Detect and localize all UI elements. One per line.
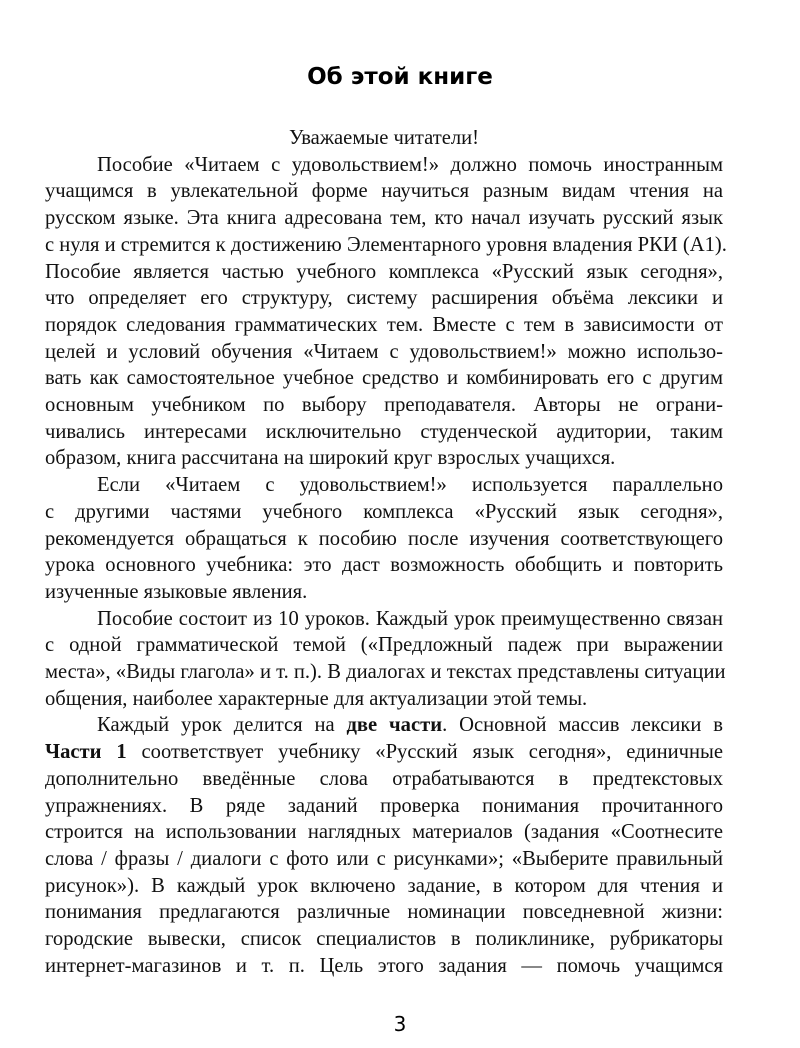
text-line: с одной грамматической темой («Предложный падеж при выражении [45,634,723,657]
paragraph-4 [45,712,723,979]
text-line: основным учебником по выбору преподавателя. Авторы не ограни- [45,394,723,417]
text-line: Пособие «Читаем с удовольствием!» должно помочь иностранным [97,153,723,176]
text-line: учащимся в увлекательной форме научиться разным видам чтения на [45,180,723,203]
text-fragment: . Основной массив лексики в [442,714,723,737]
text-fragment: Каждый урок делится на [97,714,347,737]
text-line: вать как самостоятельное учебное средство и комбинировать его с другим [45,367,723,390]
text-line: что определяет его структуру, систему расширения объёма лексики и [45,287,723,310]
text-line: с нуля и стремится к достижению Элементарного уровня владения РКИ (А1). [45,233,727,256]
text-line [45,712,723,739]
text-line: общения, наиболее характерные для актуализации этой темы. [45,687,588,710]
page-number: 3 [393,1012,407,1036]
body-text [45,125,727,980]
text-line [45,739,723,766]
text-line: Пособие является частью учебного комплекса «Русский язык сегодня», [45,260,723,283]
page-title: Об этой книге [307,64,493,90]
bold-term: две части [346,714,443,737]
text-fragment: соответствует учебнику «Русский язык сегодня», единичные [126,741,723,764]
text-line: слова / фразы / диалоги с фото или с рисунками»; «Выберите правильный [45,847,723,870]
paragraph-2 [45,472,723,606]
paragraph-3 [45,606,726,713]
text-line: городские вывески, список специалистов в поликлинике, рубрикаторы [45,928,723,951]
paragraph-1 [45,152,727,472]
text-line: интернет-магазинов и т. п. Цель этого задания — помочь учащимся [45,954,723,977]
text-line: дополнительно введённые слова отрабатываются в предтекстовых [45,767,723,790]
text-line: места», «Виды глагола» и т. п.). В диалогах и текстах представлены ситуации [45,661,726,684]
text-line: изученные языковые явления. [45,580,308,603]
text-line: строится на использовании наглядных материалов (задания «Соотнесите [45,821,723,844]
text-line: упражнениях. В ряде заданий проверка понимания прочитанного [45,794,723,817]
text-line: понимания предлагаются различные номинации повседневной жизни: [45,901,723,924]
bold-term: Части 1 [45,741,127,764]
text-line: рисунок»). В каждый урок включено задание, в котором для чтения и [45,874,723,897]
text-line: чивались интересами исключительно студенческой аудитории, таким [45,420,723,443]
greeting: Уважаемые читатели! [288,127,480,149]
text-line: целей и условий обучения «Читаем с удовольствием!» можно использо- [45,340,723,363]
text-line: с другими частями учебного комплекса «Русский язык сегодня», [45,500,723,523]
text-line: Пособие состоит из 10 уроков. Каждый урок преимущественно связан [97,607,723,630]
text-line: рекомендуется обращаться к пособию после изучения соответствующего [45,527,723,550]
text-line: Если «Читаем с удовольствием!» используется параллельно [97,474,723,497]
text-line: порядок следования грамматических тем. Вместе с тем в зависимости от [45,313,723,336]
text-line: русском языке. Эта книга адресована тем, кто начал изучать русский язык [45,207,723,230]
text-line: образом, книга рассчитана на широкий круг взрослых учащихся. [45,447,616,470]
text-line: урока основного учебника: это даст возможность обобщить и повторить [45,554,723,577]
